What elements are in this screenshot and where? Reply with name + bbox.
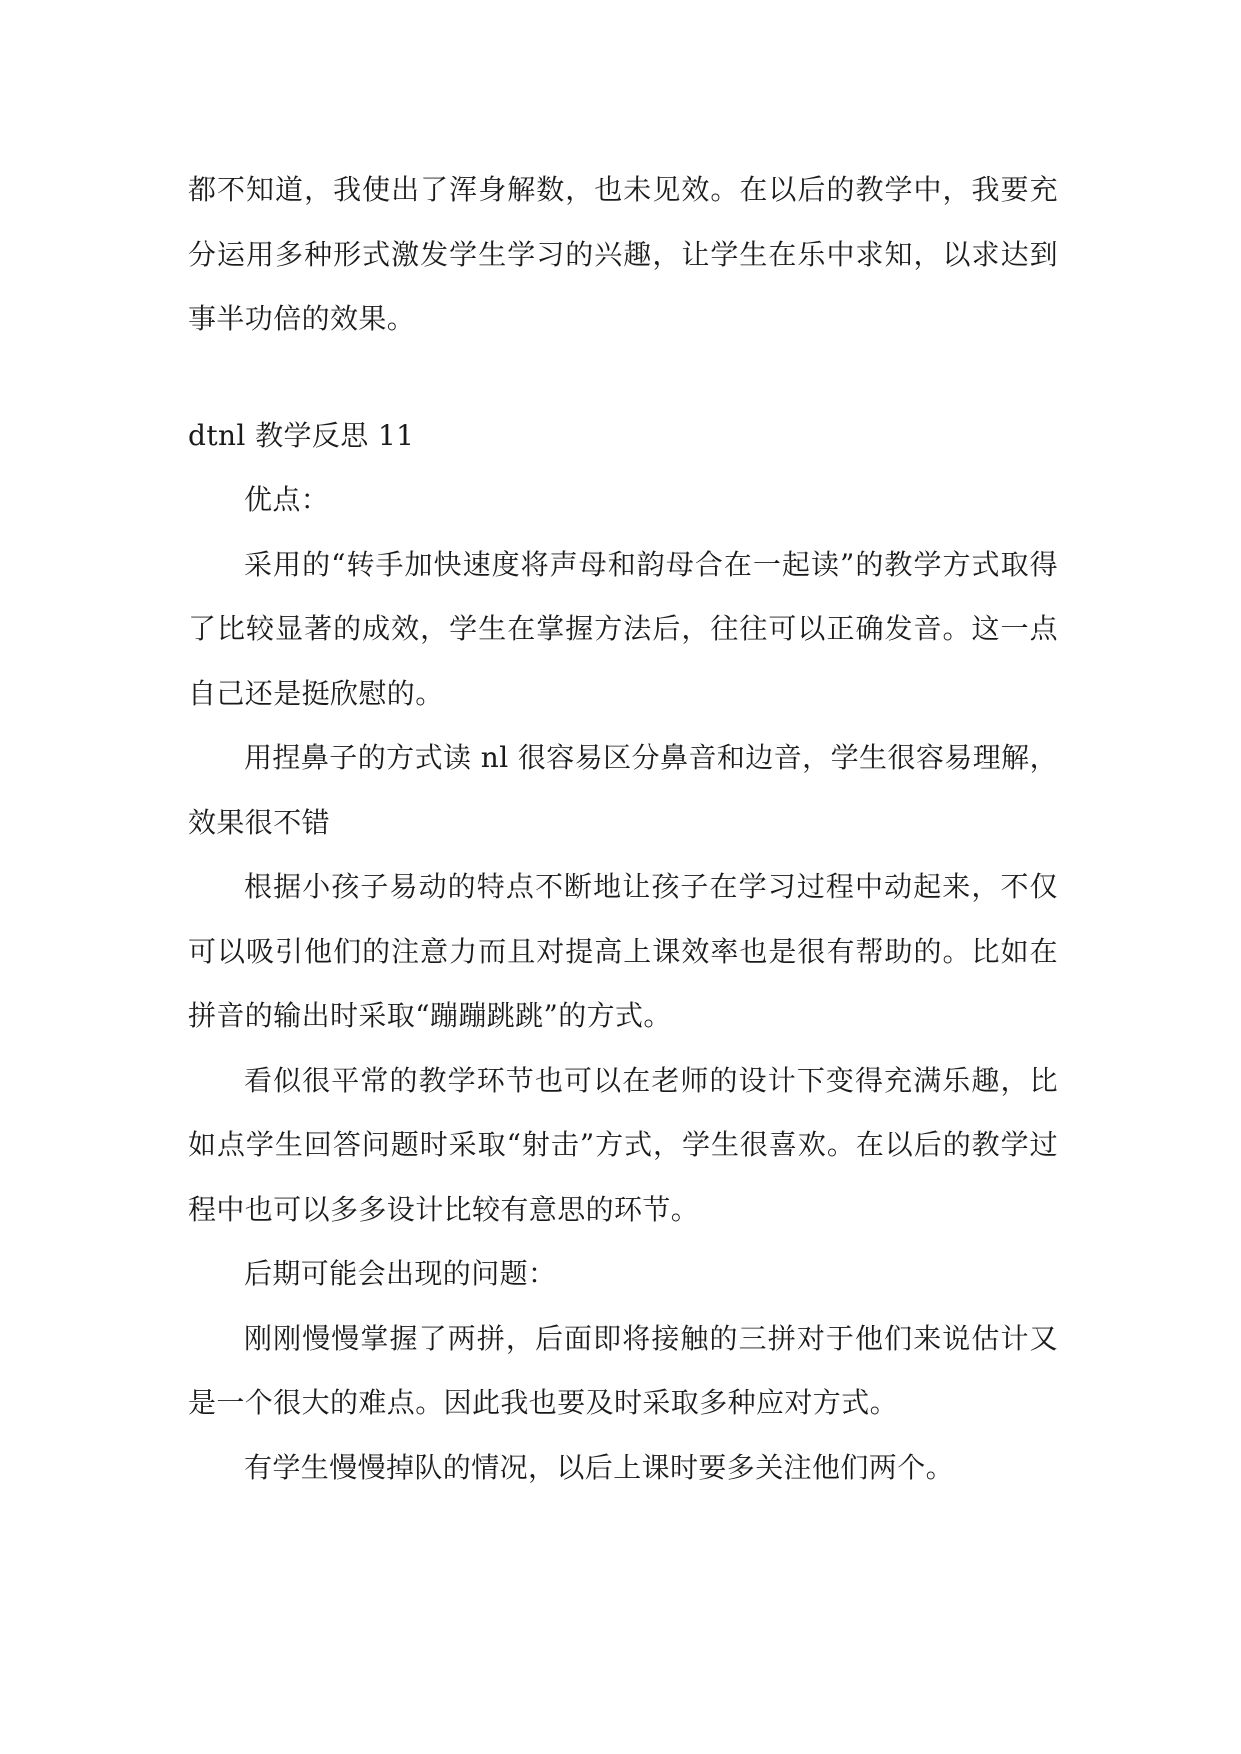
document-body [188,158,1058,1500]
continuation-paragraph: 都不知道，我使出了浑身解数，也未见效。在以后的教学中，我要充分运用多种形式激发学生学习的兴趣，让学生在乐中求知，以求达到事半功倍的效果。 [188,173,1058,335]
paragraph-speed-method: 采用的“转手加快速度将声母和韵母合在一起读”的教学方式取得了比较显著的成效，学生在掌握方法后，往往可以正确发音。这一点自己还是挺欣慰的。 [188,547,1058,710]
section-title: dtnl 教学反思 11 [188,418,415,452]
paragraph-movement-activity: 根据小孩子易动的特点不断地让孩子在学习过程中动起来，不仅可以吸引他们的注意力而且对提高上课效率也是很有帮助的。比如在拼音的输出时采取“蹦蹦跳跳”的方式。 [188,870,1058,1032]
paragraph-falling-behind: 有学生慢慢掉队的情况，以后上课时要多关注他们两个。 [244,1450,955,1484]
paragraph-problems-heading: 后期可能会出现的问题： [244,1257,557,1290]
paragraph-nose-method: 用捏鼻子的方式读 nl 很容易区分鼻音和边音，学生很容易理解，效果很不错 [188,741,1058,839]
paragraph-shooting-activity: 看似很平常的教学环节也可以在老师的设计下变得充满乐趣，比如点学生回答问题时采取“射击”方式，学生很喜欢。在以后的教学过程中也可以多多设计比较有意思的环节。 [188,1063,1058,1226]
paragraph-three-spelling: 刚刚慢慢掌握了两拼，后面即将接触的三拼对于他们来说估计又是一个很大的难点。因此我也要及时采取多种应对方式。 [188,1321,1058,1419]
paragraph-strengths-heading: 优点： [244,483,330,516]
